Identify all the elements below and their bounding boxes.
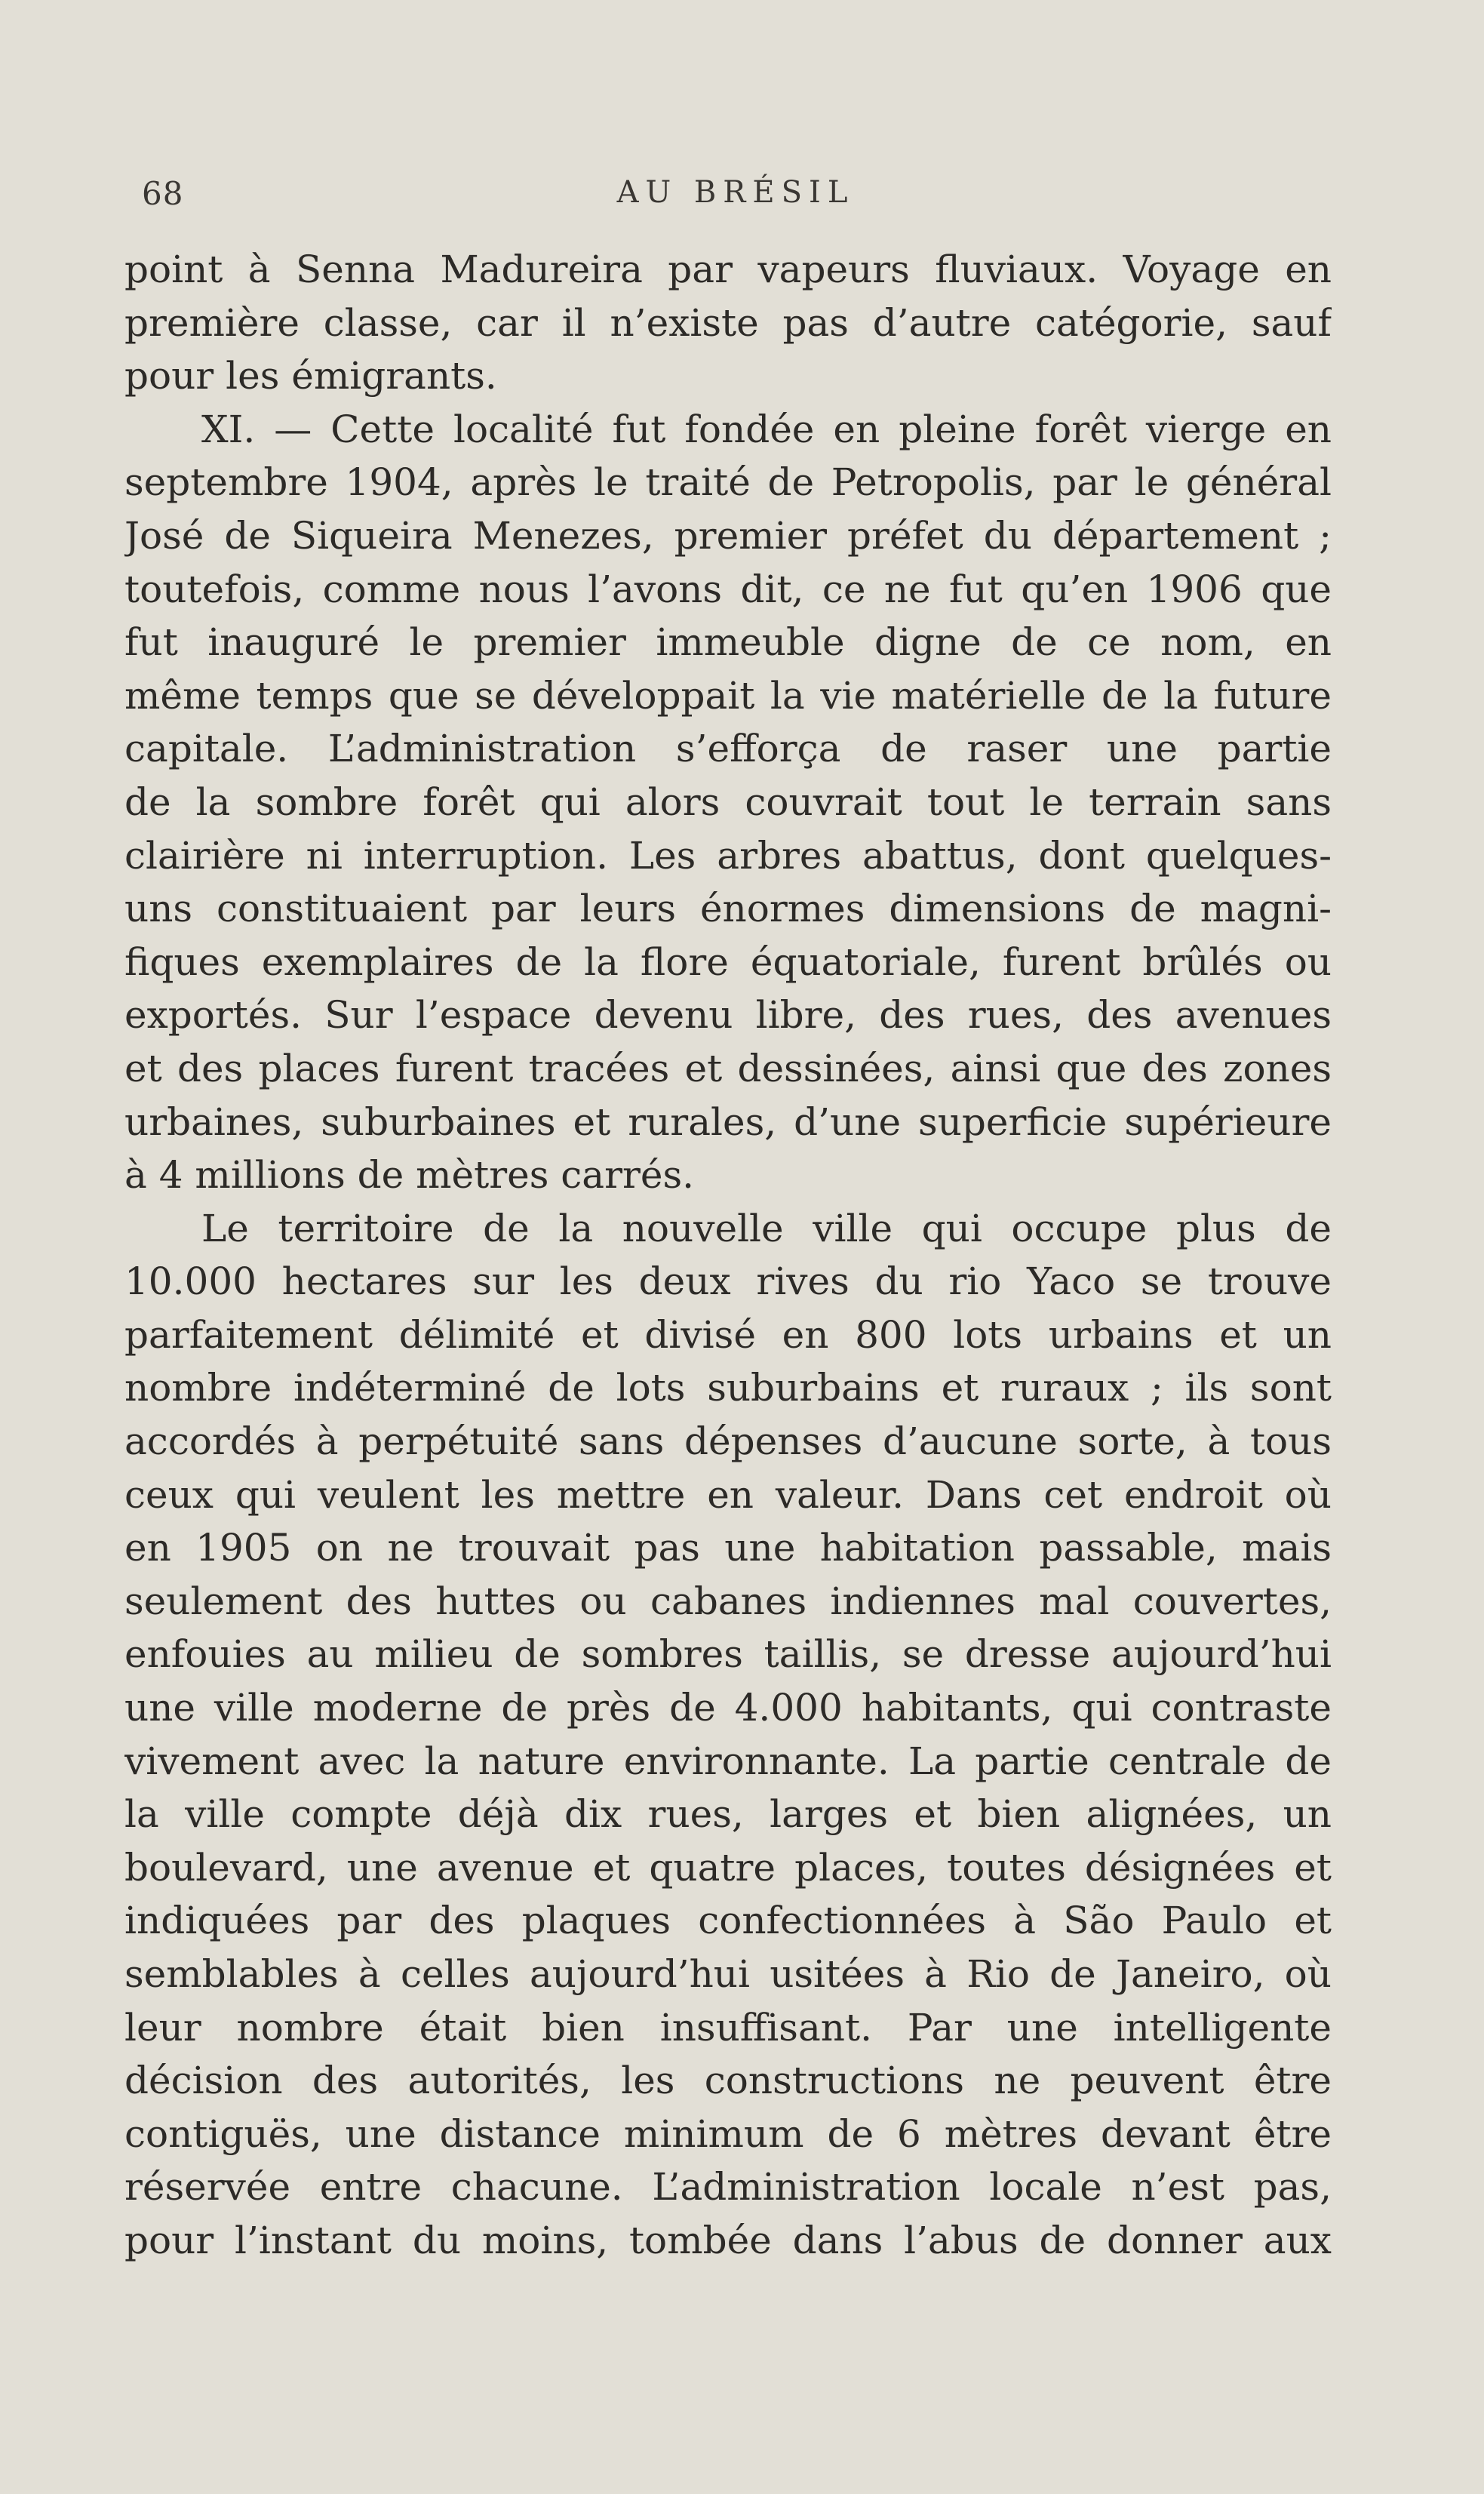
- text-line: à 4 millions de mètres carrés.: [124, 1153, 695, 1198]
- text-line: leur nombre était bien insuffisant. Par une intelligente: [124, 2005, 1332, 2050]
- text-line: fut inauguré le premier immeuble digne de ce nom, en: [124, 620, 1332, 665]
- text-line: réservée entre chacune. L’administration locale n’est pas,: [124, 2165, 1332, 2210]
- paragraph-start-line: Le territoire de la nouvelle ville qui occupe plus de: [201, 1206, 1332, 1250]
- text-line: la ville compte déjà dix rues, larges et bien alignées, un: [124, 1792, 1332, 1837]
- running-title: AU BRÉSIL: [616, 175, 855, 210]
- text-line: nombre indéterminé de lots suburbains et ruraux ; ils sont: [124, 1366, 1332, 1410]
- text-line: fiques exemplaires de la flore équatoriale, furent brûlés ou: [124, 939, 1332, 984]
- text-line: boulevard, une avenue et quatre places, toutes désignées et: [124, 1845, 1332, 1890]
- text-line: une ville moderne de près de 4.000 habitants, qui contraste: [124, 1686, 1332, 1730]
- text-line: vivement avec la nature environnante. La partie centrale de: [124, 1739, 1332, 1783]
- text-line: capitale. L’administration s’efforça de raser une partie: [124, 727, 1332, 771]
- text-line: indiquées par des plaques confectionnées à São Paulo et: [124, 1899, 1332, 1943]
- text-line: pour l’instant du moins, tombée dans l’abus de donner aux: [124, 2218, 1332, 2262]
- text-line: uns constituaient par leurs énormes dimensions de magni-: [124, 887, 1332, 931]
- text-line: de la sombre forêt qui alors couvrait tout le terrain sans: [124, 780, 1332, 824]
- text-line: point à Senna Madureira par vapeurs fluviaux. Voyage en: [124, 248, 1332, 291]
- running-head: [136, 175, 1335, 220]
- paragraph-start-line: XI. — Cette localité fut fondée en pleine forêt vierge en: [201, 407, 1332, 451]
- text-line: toutefois, comme nous l’avons dit, ce ne fut qu’en 1906 que: [124, 567, 1332, 611]
- text-line: et des places furent tracées et dessinées, ainsi que des zones: [124, 1046, 1332, 1090]
- text-line: seulement des huttes ou cabanes indiennes mal couvertes,: [124, 1579, 1332, 1623]
- text-line: enfouies au milieu de sombres taillis, se dresse aujourd’hui: [124, 1632, 1332, 1677]
- text-line: en 1905 on ne trouvait pas une habitation passable, mais: [124, 1526, 1332, 1570]
- text-line: exportés. Sur l’espace devenu libre, des rues, des avenues: [124, 993, 1332, 1038]
- body-text: [124, 243, 1332, 2268]
- text-line: pour les émigrants.: [124, 354, 497, 398]
- text-line: semblables à celles aujourd’hui usitées à Rio de Janeiro, où: [124, 1952, 1332, 1996]
- text-line: clairière ni interruption. Les arbres abattus, dont quelques-: [124, 833, 1332, 878]
- text-line: 10.000 hectares sur les deux rives du rio Yaco se trouve: [124, 1259, 1332, 1304]
- text-line: décision des autorités, les constructions ne peuvent être: [124, 2059, 1332, 2103]
- text-line: parfaitement délimité et divisé en 800 lots urbains et un: [124, 1312, 1332, 1357]
- text-line: José de Siqueira Menezes, premier préfet du département ;: [124, 513, 1332, 558]
- text-line: ceux qui veulent les mettre en valeur. Dans cet endroit où: [124, 1472, 1332, 1517]
- text-line: urbaines, suburbaines et rurales, d’une superficie supérieure: [124, 1099, 1332, 1144]
- text-line: contiguës, une distance minimum de 6 mètres devant être: [124, 2111, 1332, 2156]
- text-line: même temps que se développait la vie matérielle de la future: [124, 673, 1332, 718]
- text-line: accordés à perpétuité sans dépenses d’aucune sorte, à tous: [124, 1419, 1332, 1464]
- text-line: septembre 1904, après le traité de Petropolis, par le général: [124, 460, 1332, 505]
- page-number: 68: [142, 175, 184, 212]
- text-line: première classe, car il n’existe pas d’autre catégorie, sauf: [124, 300, 1332, 345]
